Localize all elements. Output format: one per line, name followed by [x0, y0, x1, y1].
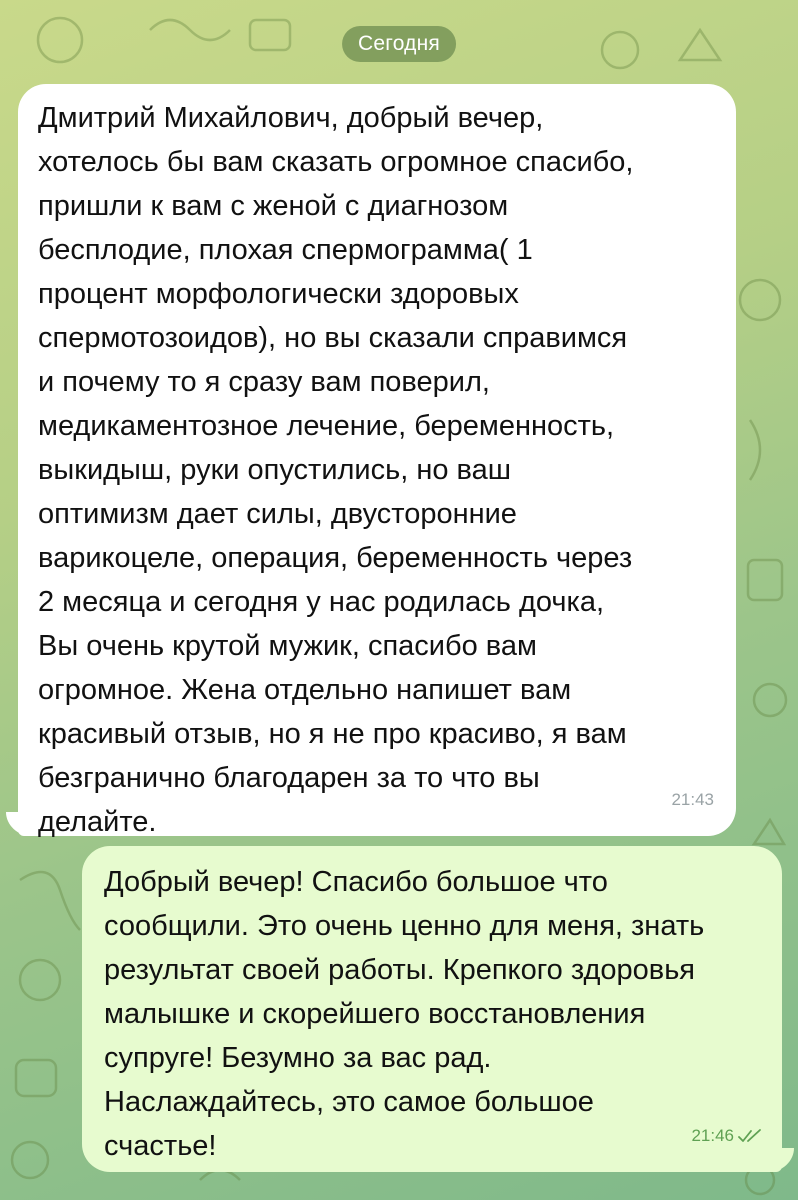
- date-separator-chip: Сегодня: [342, 26, 456, 62]
- double-check-icon: [738, 1128, 764, 1144]
- outgoing-message-bubble[interactable]: [82, 846, 782, 1172]
- bubble-tail: [6, 812, 32, 836]
- message-text: Добрый вечер! Спасибо большое что сообщили. Это очень ценно для меня, знать результат своей работы. Крепкого здоровья малышке и скорейшего восстановления супруге! Безумно за вас рад. Наслаждайтесь, это самое большое счастье!: [104, 866, 705, 1162]
- message-time: 21:46: [691, 1126, 734, 1145]
- message-text: Дмитрий Михайлович, добрый вечер, хотелось бы вам сказать огромное спасибо, пришли к вам с женой с диагнозом бесплодие, плохая спермограмма( 1 процент морфологически здоровых спермотозоидов), но вы сказали справимся и почему то я сразу вам поверил, медикаментозное лечение, беременность, выкидыш, руки опустились, но ваш оптимизм дает силы, двусторонние варикоцеле, операция, беременность через 2 месяца и сегодня у нас родилась дочка, Вы очень крутой мужик, спасибо вам огромное. Жена отдельно напишет вам красивый отзыв, но я не про красиво, я вам безгранично благодарен за то что вы делайте.: [38, 102, 634, 838]
- incoming-message-bubble[interactable]: [18, 84, 736, 836]
- message-status: [691, 1114, 764, 1158]
- bubble-tail: [768, 1148, 794, 1172]
- message-time: 21:43: [671, 790, 714, 809]
